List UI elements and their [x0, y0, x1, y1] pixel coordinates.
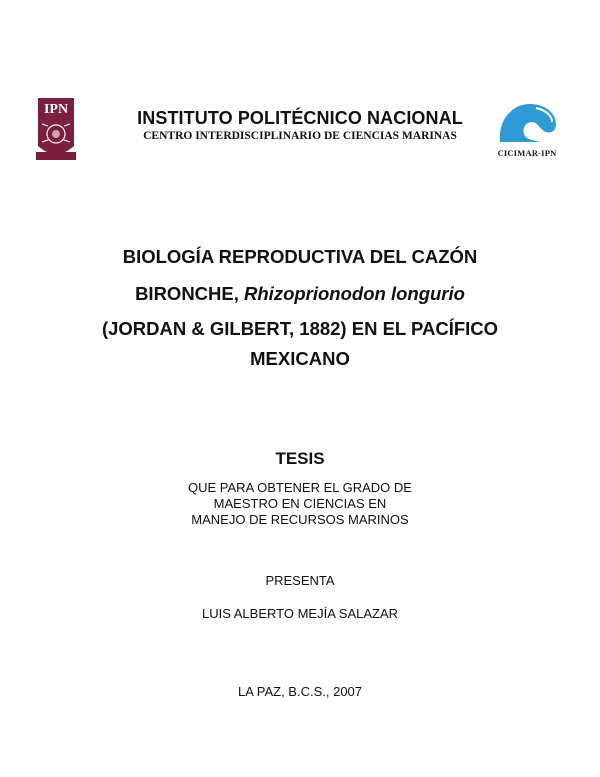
degree-line-3: MANEJO DE RECURSOS MARINOS: [191, 512, 409, 527]
svg-text:IPN: IPN: [43, 102, 69, 117]
tesis-heading: TESIS: [275, 449, 325, 468]
place-date: LA PAZ, B.C.S., 2007: [237, 684, 363, 699]
thesis-title-line-1: BIOLOGÍA REPRODUCTIVA DEL CAZÓN: [122, 246, 478, 267]
species-name: Rhizoprionodon longurio: [244, 283, 465, 304]
degree-line-2: MAESTRO EN CIENCIAS EN: [213, 496, 387, 511]
thesis-title-line-2: [40, 283, 560, 305]
title-prefix: BIRONCHE,: [135, 283, 245, 304]
presenta-label: PRESENTA: [265, 573, 335, 588]
degree-line-1: QUE PARA OBTENER EL GRADO DE: [188, 480, 412, 495]
thesis-title-line-4: MEXICANO: [250, 348, 350, 369]
ipn-crest-icon: [34, 96, 78, 164]
institution-name: INSTITUTO POLITÉCNICO NACIONAL: [137, 108, 463, 128]
thesis-title-line-3: (JORDAN & GILBERT, 1882) EN EL PACÍFICO: [101, 318, 499, 339]
author-name: LUIS ALBERTO MEJÍA SALAZAR: [201, 606, 399, 621]
cicimar-logo-text: CICIMAR-IPN: [497, 148, 557, 158]
center-name: CENTRO INTERDISCIPLINARIO DE CIENCIAS MARINAS: [143, 130, 457, 142]
